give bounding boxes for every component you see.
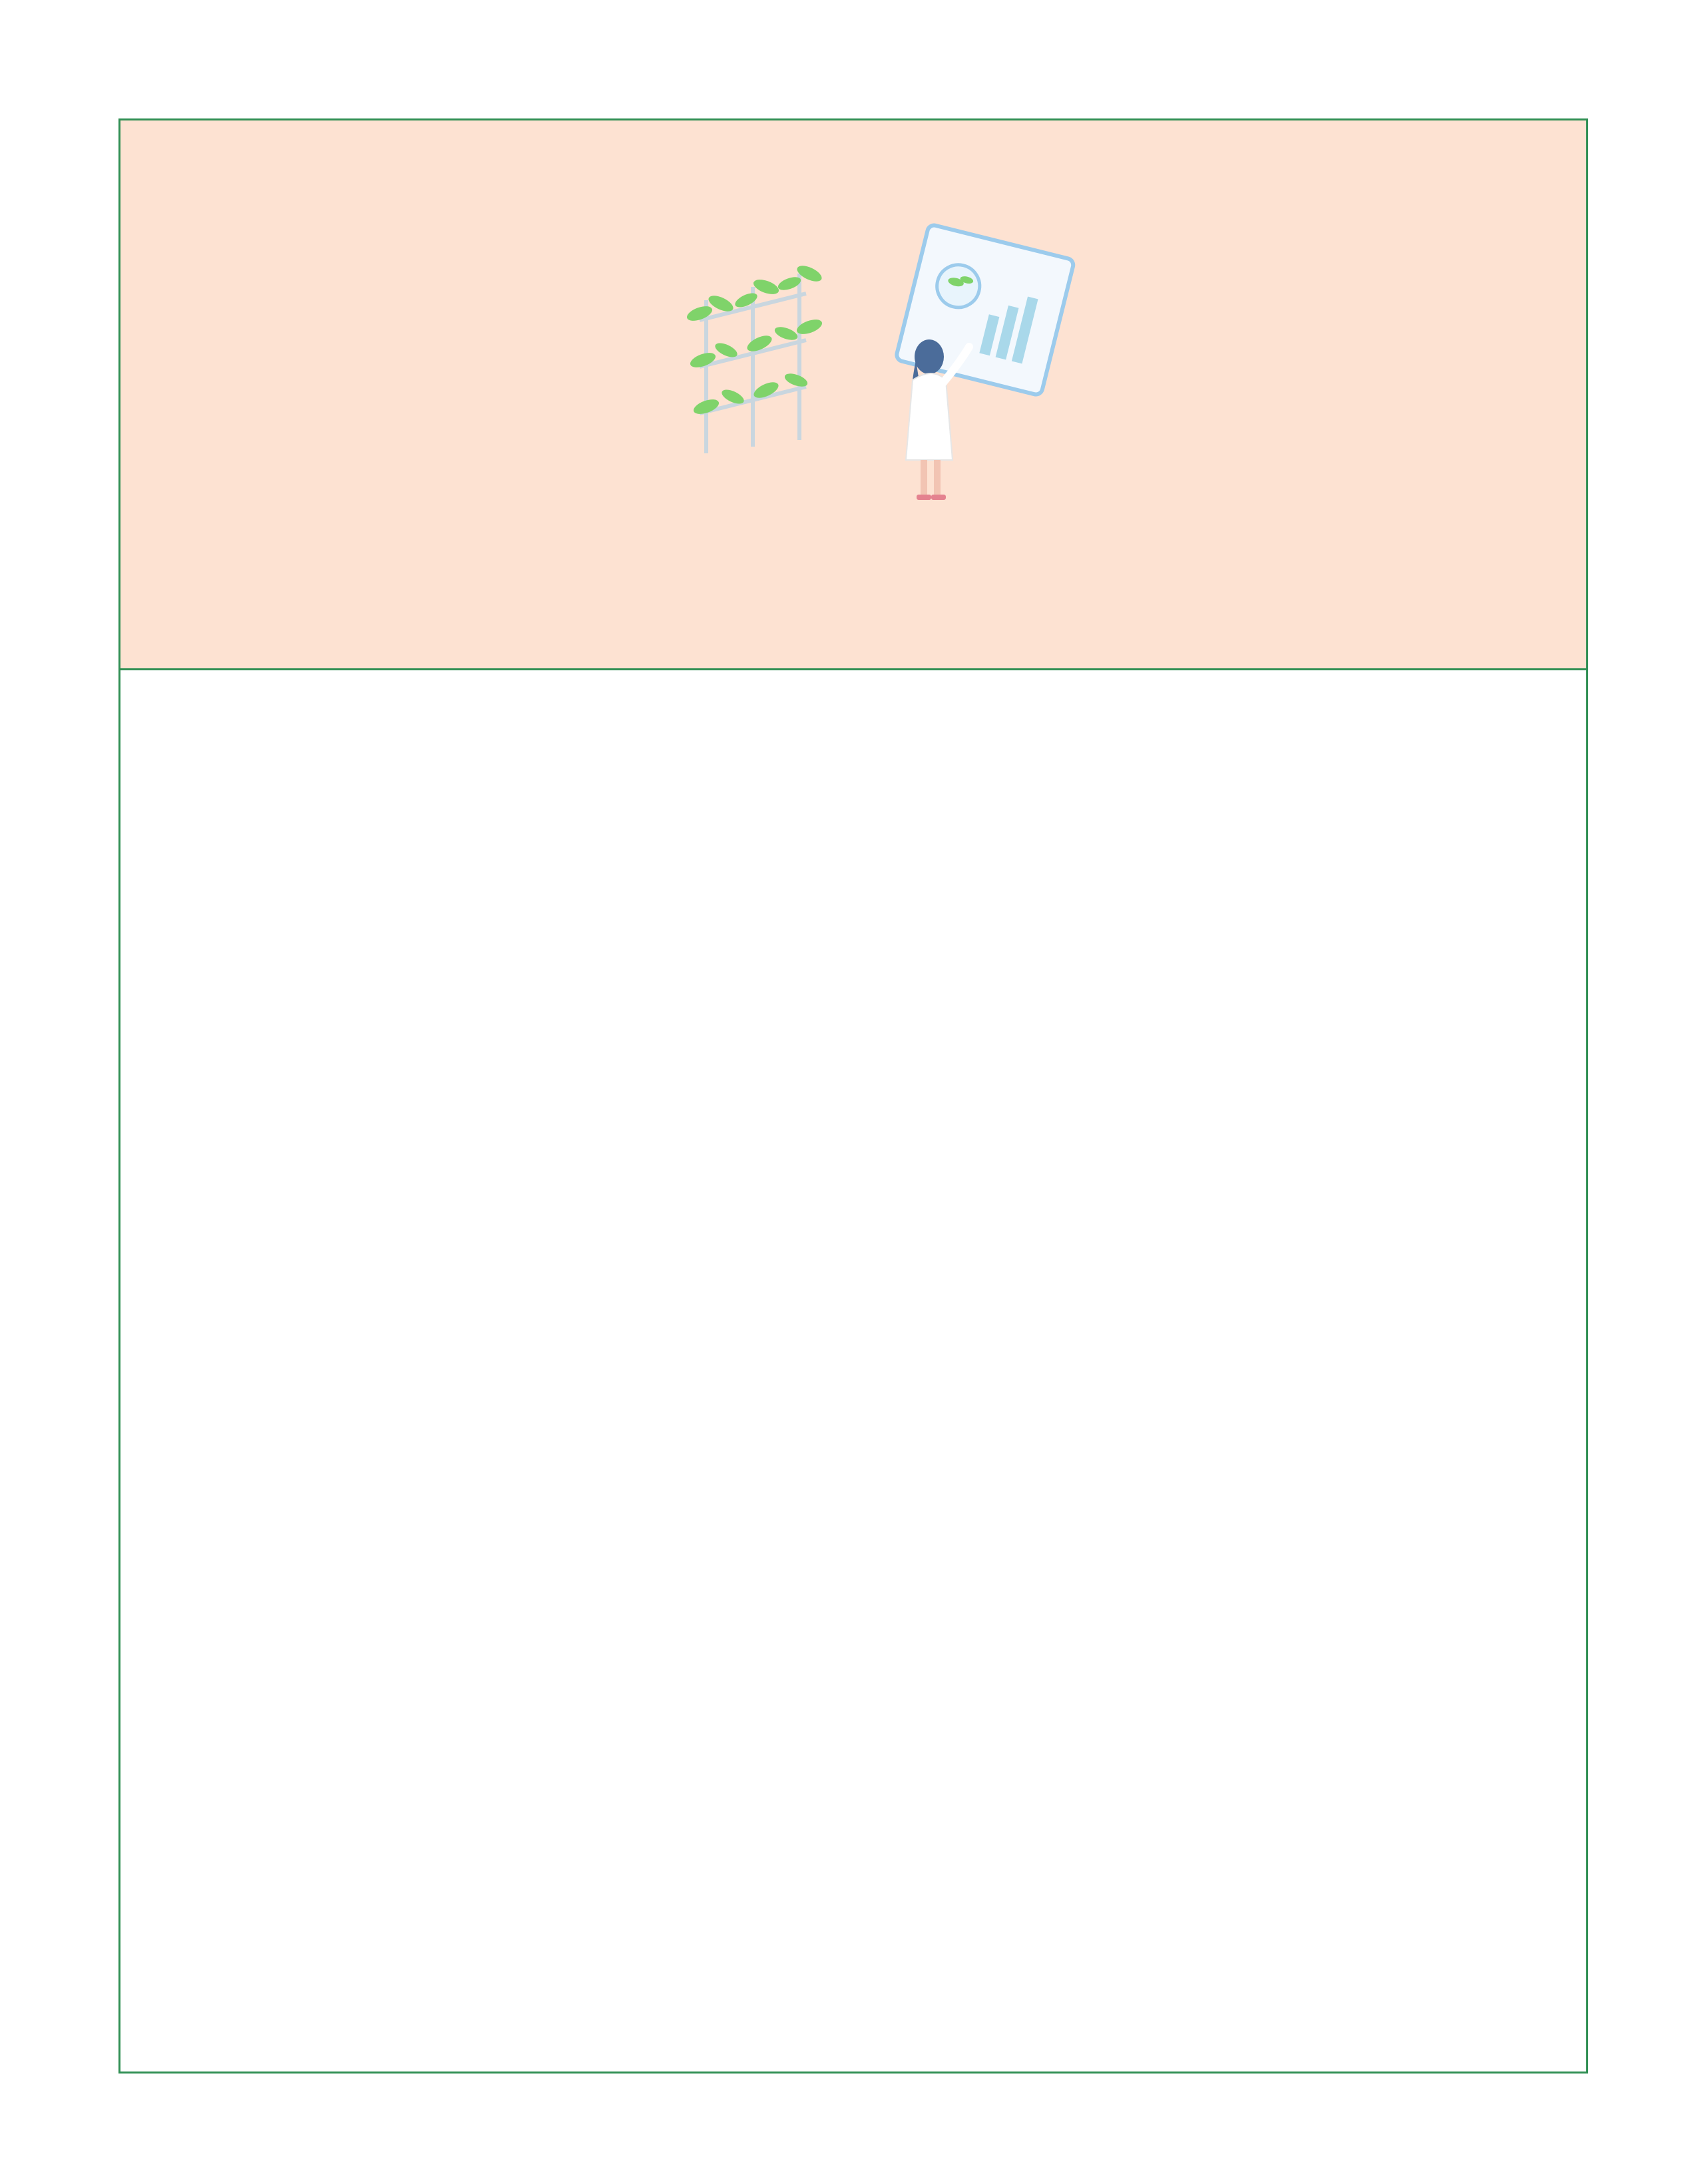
plan-table: [118, 118, 1588, 2074]
scientist-illustration: [680, 220, 1132, 513]
table-header: [120, 120, 1586, 670]
